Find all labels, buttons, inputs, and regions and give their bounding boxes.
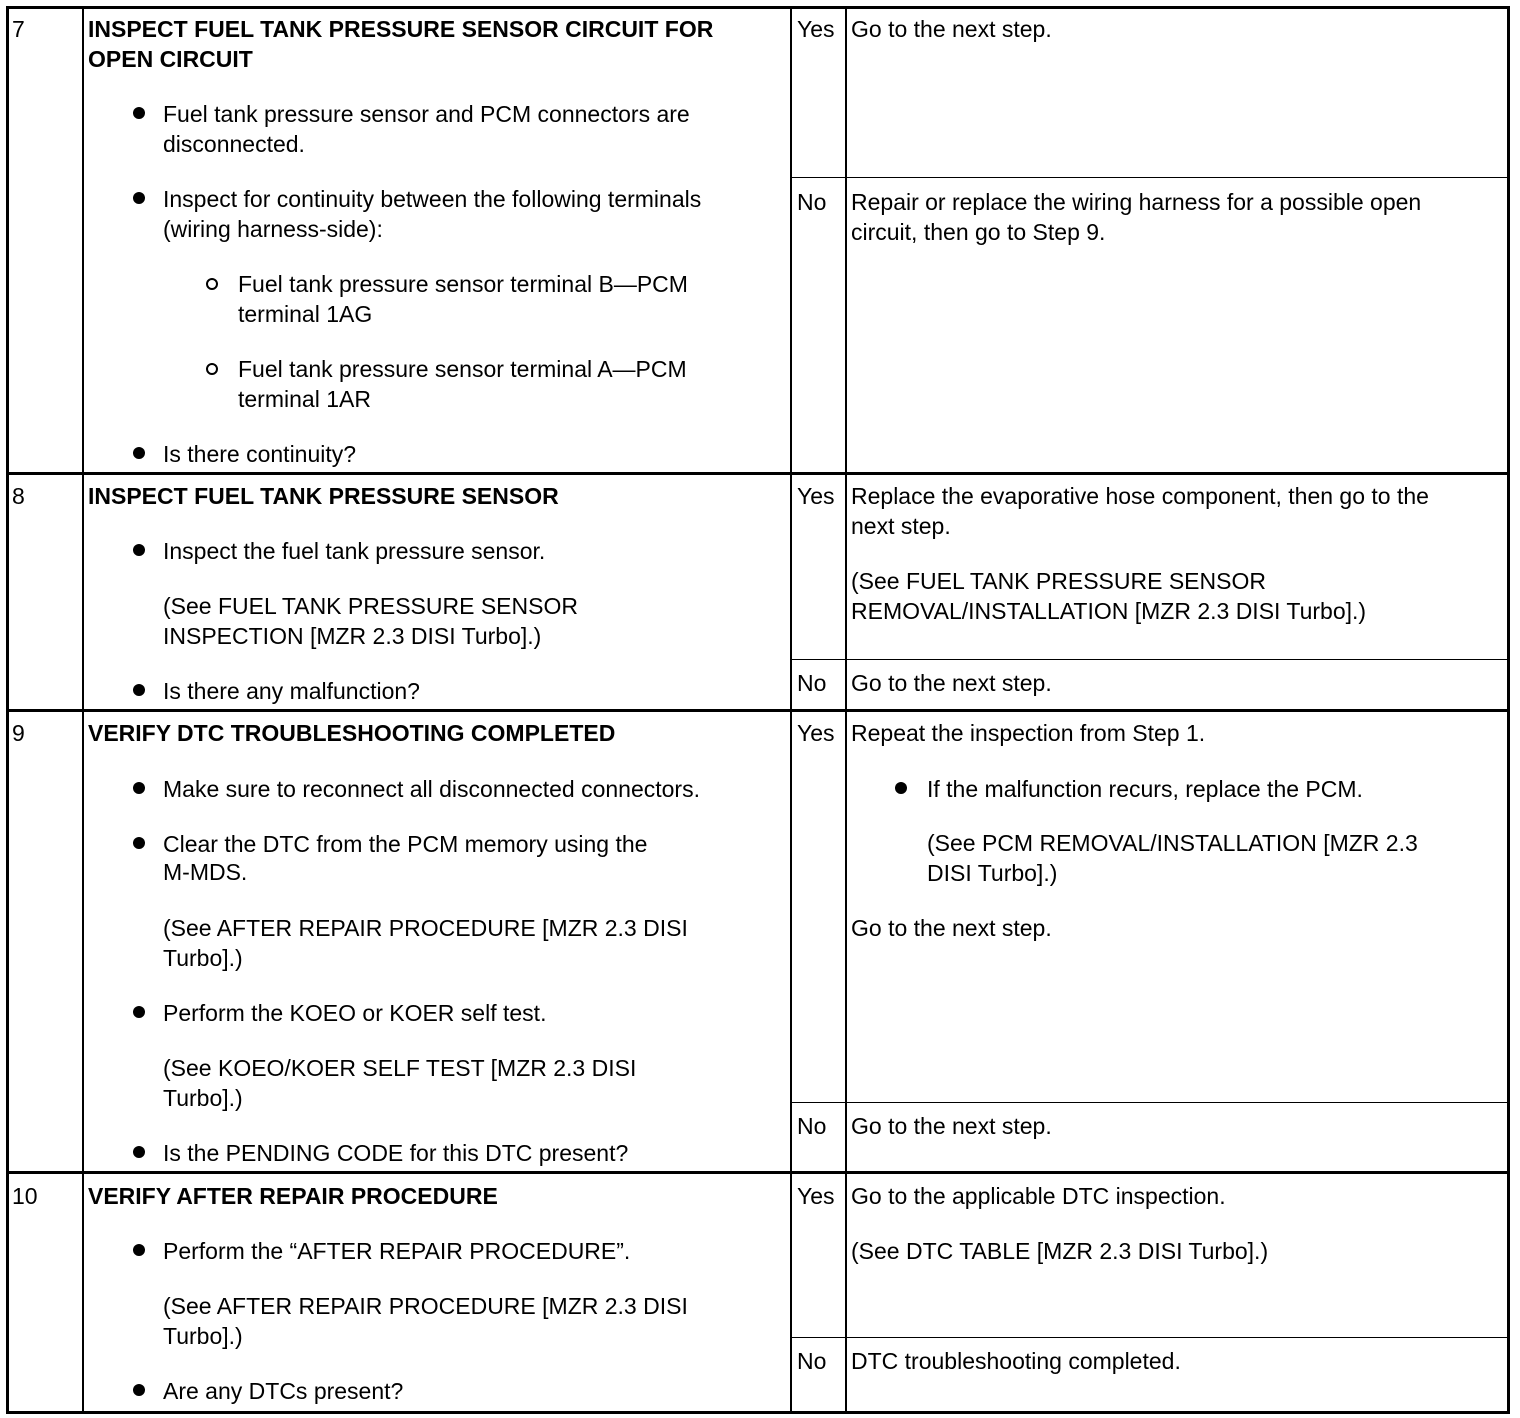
instruction-text: terminal 1AR <box>238 386 371 412</box>
no-label: No <box>797 1113 827 1139</box>
reference-text: Turbo].) <box>163 1323 243 1349</box>
no-label: No <box>797 670 827 696</box>
instruction-text: (wiring harness-side): <box>163 216 383 242</box>
bullet-icon <box>133 107 145 119</box>
instruction-text: Fuel tank pressure sensor and PCM connectors are <box>163 101 690 127</box>
reference-text: (See DTC TABLE [MZR 2.3 DISI Turbo].) <box>851 1238 1269 1264</box>
reference-text: INSPECTION [MZR 2.3 DISI Turbo].) <box>163 623 542 649</box>
reference-text: (See FUEL TANK PRESSURE SENSOR <box>851 568 1266 594</box>
reference-text: (See PCM REMOVAL/INSTALLATION [MZR 2.3 <box>927 830 1418 856</box>
instruction-text: disconnected. <box>163 131 305 157</box>
bullet-icon <box>133 192 145 204</box>
bullet-icon <box>133 782 145 794</box>
instruction-text: terminal 1AG <box>238 301 373 327</box>
reference-text: (See KOEO/KOER SELF TEST [MZR 2.3 DISI <box>163 1055 637 1081</box>
instruction-text: Perform the “AFTER REPAIR PROCEDURE”. <box>163 1238 631 1264</box>
step-title: VERIFY DTC TROUBLESHOOTING COMPLETED <box>88 720 616 746</box>
bullet-icon <box>133 1384 145 1396</box>
question-text: Is there any malfunction? <box>163 678 420 704</box>
instruction-text: Inspect for continuity between the following terminals <box>163 186 702 212</box>
no-action: Repair or replace the wiring harness for a possible open <box>851 189 1422 215</box>
reference-text: (See AFTER REPAIR PROCEDURE [MZR 2.3 DISI <box>163 1293 688 1319</box>
question-text: Is there continuity? <box>163 441 357 467</box>
reference-text: (See AFTER REPAIR PROCEDURE [MZR 2.3 DISI <box>163 915 688 941</box>
question-text: Is the PENDING CODE for this DTC present? <box>163 1140 629 1166</box>
question-text: Are any DTCs present? <box>163 1378 404 1404</box>
instruction-text: Inspect the fuel tank pressure sensor. <box>163 538 546 564</box>
step-number: 9 <box>12 720 25 746</box>
no-action: DTC troubleshooting completed. <box>851 1348 1181 1374</box>
step-title: INSPECT FUEL TANK PRESSURE SENSOR <box>88 483 559 509</box>
result-divider <box>790 1337 1510 1338</box>
instruction-text: M-MDS. <box>163 859 248 885</box>
result-divider <box>790 1102 1510 1103</box>
sub-bullet-icon <box>206 278 218 290</box>
no-label: No <box>797 189 827 215</box>
result-divider <box>790 177 1510 178</box>
yes-label: Yes <box>797 16 835 42</box>
reference-text: REMOVAL/INSTALLATION [MZR 2.3 DISI Turbo].) <box>851 598 1367 624</box>
result-divider <box>790 659 1510 660</box>
bullet-icon <box>133 1146 145 1158</box>
yes-action: Go to the next step. <box>851 915 1052 941</box>
sub-bullet-icon <box>206 363 218 375</box>
bullet-icon <box>133 1006 145 1018</box>
step-number: 10 <box>12 1183 38 1209</box>
instruction-text: Fuel tank pressure sensor terminal B—PCM <box>238 271 688 297</box>
instruction-text: Perform the KOEO or KOER self test. <box>163 1000 547 1026</box>
bullet-icon <box>133 1244 145 1256</box>
no-label: No <box>797 1348 827 1374</box>
step-title: INSPECT FUEL TANK PRESSURE SENSOR CIRCUIT FOR <box>88 16 714 42</box>
bullet-icon <box>133 447 145 459</box>
reference-text: (See FUEL TANK PRESSURE SENSOR <box>163 593 578 619</box>
step-number: 7 <box>12 16 25 42</box>
row-divider <box>6 1171 1510 1174</box>
bullet-icon <box>133 684 145 696</box>
step-title: VERIFY AFTER REPAIR PROCEDURE <box>88 1183 498 1209</box>
reference-text: Turbo].) <box>163 1085 243 1111</box>
reference-text: DISI Turbo].) <box>927 860 1058 886</box>
yes-action: Go to the next step. <box>851 16 1052 42</box>
reference-text: Turbo].) <box>163 945 243 971</box>
no-action: Go to the next step. <box>851 1113 1052 1139</box>
yes-action: Replace the evaporative hose component, then go to the <box>851 483 1429 509</box>
step-number: 8 <box>12 483 25 509</box>
bullet-icon <box>133 837 145 849</box>
yes-label: Yes <box>797 720 835 746</box>
instruction-text: Make sure to reconnect all disconnected connectors. <box>163 776 700 802</box>
step-title: OPEN CIRCUIT <box>88 46 253 72</box>
instruction-text: Clear the DTC from the PCM memory using the <box>163 831 648 857</box>
row-divider <box>6 472 1510 475</box>
yes-label: Yes <box>797 1183 835 1209</box>
row-divider <box>6 709 1510 712</box>
yes-action: Go to the applicable DTC inspection. <box>851 1183 1226 1209</box>
bullet-icon <box>895 782 907 794</box>
yes-label: Yes <box>797 483 835 509</box>
no-action: circuit, then go to Step 9. <box>851 219 1106 245</box>
no-action: Go to the next step. <box>851 670 1052 696</box>
yes-action: next step. <box>851 513 951 539</box>
yes-action: If the malfunction recurs, replace the PCM. <box>927 776 1363 802</box>
bullet-icon <box>133 544 145 556</box>
yes-action: Repeat the inspection from Step 1. <box>851 720 1206 746</box>
instruction-text: Fuel tank pressure sensor terminal A—PCM <box>238 356 687 382</box>
